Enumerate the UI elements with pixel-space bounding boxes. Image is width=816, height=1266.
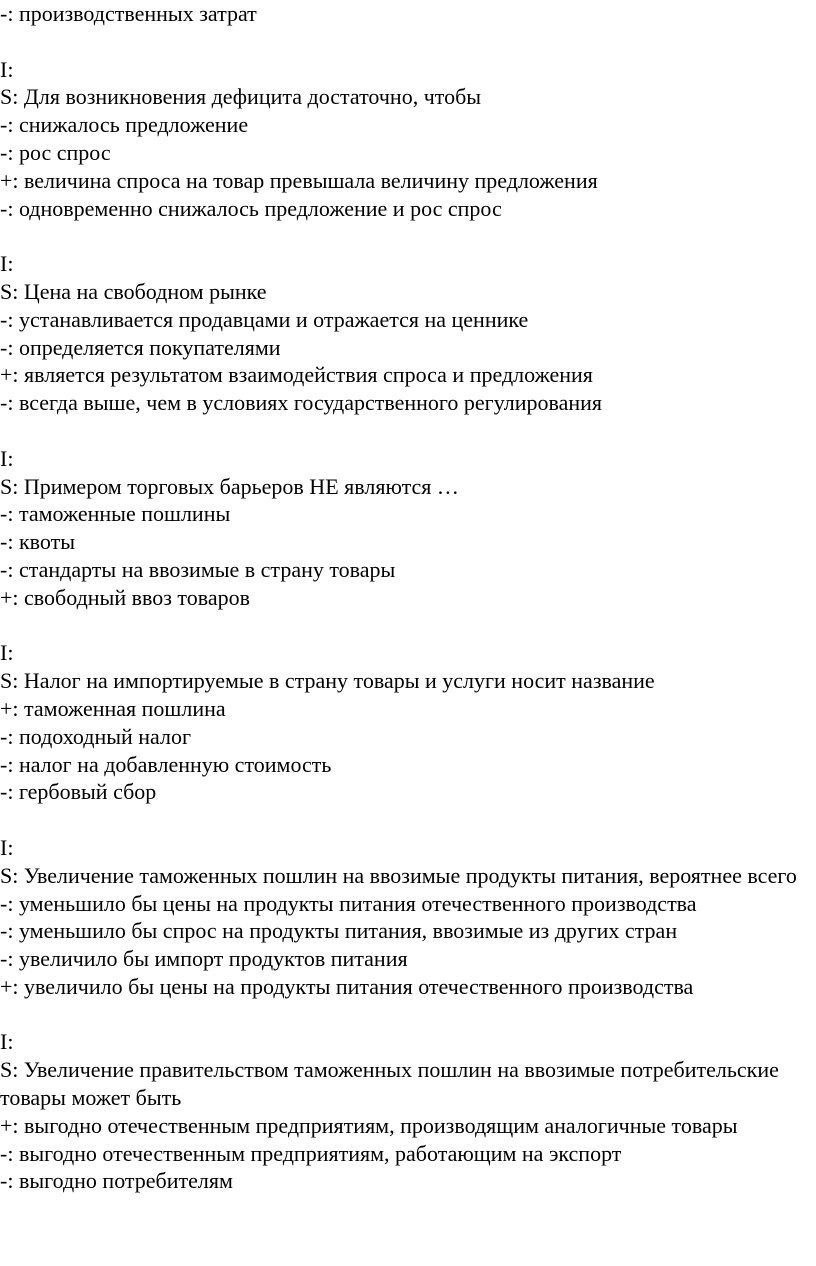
- question-block: [0, 250, 810, 417]
- question-block: [0, 445, 810, 612]
- answer-option-correct: +: является результатом взаимодействия спроса и предложения: [0, 362, 593, 388]
- blank-line: [0, 612, 810, 640]
- answer-option: -: увеличило бы импорт продуктов питания: [0, 946, 408, 972]
- answer-option: -: выгодно отечественным предприятиям, работающим на экспорт: [0, 1140, 622, 1166]
- answer-option: -: выгодно потребителям: [0, 1168, 233, 1194]
- answer-option-correct: +: увеличило бы цены на продукты питания отечественного производства: [0, 973, 694, 999]
- blank-line: [0, 806, 810, 834]
- question-block: [0, 834, 810, 1001]
- question-stem: S: Налог на импортируемые в страну товары и услуги носит название: [0, 668, 655, 694]
- answer-option: -: уменьшило бы спрос на продукты питания, ввозимые из других стран: [0, 918, 678, 944]
- answer-option: -: квоты: [0, 529, 75, 555]
- question-marker: I:: [0, 445, 14, 471]
- answer-option: -: подоходный налог: [0, 723, 192, 749]
- answer-option-correct: +: свободный ввоз товаров: [0, 584, 250, 610]
- answer-option: -: таможенные пошлины: [0, 501, 231, 527]
- answer-option-correct: +: таможенная пошлина: [0, 695, 226, 721]
- answer-option-correct: +: выгодно отечественным предприятиям, производящим аналогичные товары: [0, 1112, 738, 1138]
- answer-option: -: всегда выше, чем в условиях государственного регулирования: [0, 390, 603, 416]
- answer-option: -: определяется покупателями: [0, 334, 281, 360]
- answer-option: -: снижалось предложение: [0, 112, 249, 138]
- question-stem: S: Увеличение правительством таможенных пошлин на ввозимые потребительские товары может быть: [0, 1057, 779, 1111]
- blank-line: [0, 28, 810, 56]
- answer-option-correct: +: величина спроса на товар превышала величину предложения: [0, 167, 598, 193]
- answer-option: -: устанавливается продавцами и отражается на ценнике: [0, 306, 529, 332]
- question-marker: I:: [0, 56, 14, 82]
- blank-line: [0, 417, 810, 445]
- answer-option: -: стандарты на ввозимые в страну товары: [0, 556, 396, 582]
- question-marker: I:: [0, 251, 14, 277]
- question-marker: I:: [0, 834, 14, 860]
- blank-line: [0, 1001, 810, 1029]
- answer-option: -: налог на добавленную стоимость: [0, 751, 332, 777]
- question-block: [0, 56, 810, 223]
- blank-line: [0, 222, 810, 250]
- question-stem: S: Увеличение таможенных пошлин на ввозимые продукты питания, вероятнее всего: [0, 862, 797, 888]
- question-marker: I:: [0, 1029, 14, 1055]
- answer-option: -: гербовый сбор: [0, 779, 157, 805]
- question-stem: S: Для возникновения дефицита достаточно, чтобы: [0, 84, 482, 110]
- question-block: [0, 639, 810, 806]
- question-marker: I:: [0, 640, 14, 666]
- answer-option: -: уменьшило бы цены на продукты питания отечественного производства: [0, 890, 697, 916]
- question-stem: S: Примером торговых барьеров НЕ являются …: [0, 473, 459, 499]
- answer-option: -: производственных затрат: [0, 1, 257, 26]
- question-block: [0, 1028, 810, 1195]
- question-stem: S: Цена на свободном рынке: [0, 278, 267, 304]
- answer-option: -: одновременно снижалось предложение и рос спрос: [0, 195, 502, 221]
- answer-option: -: рос спрос: [0, 139, 111, 165]
